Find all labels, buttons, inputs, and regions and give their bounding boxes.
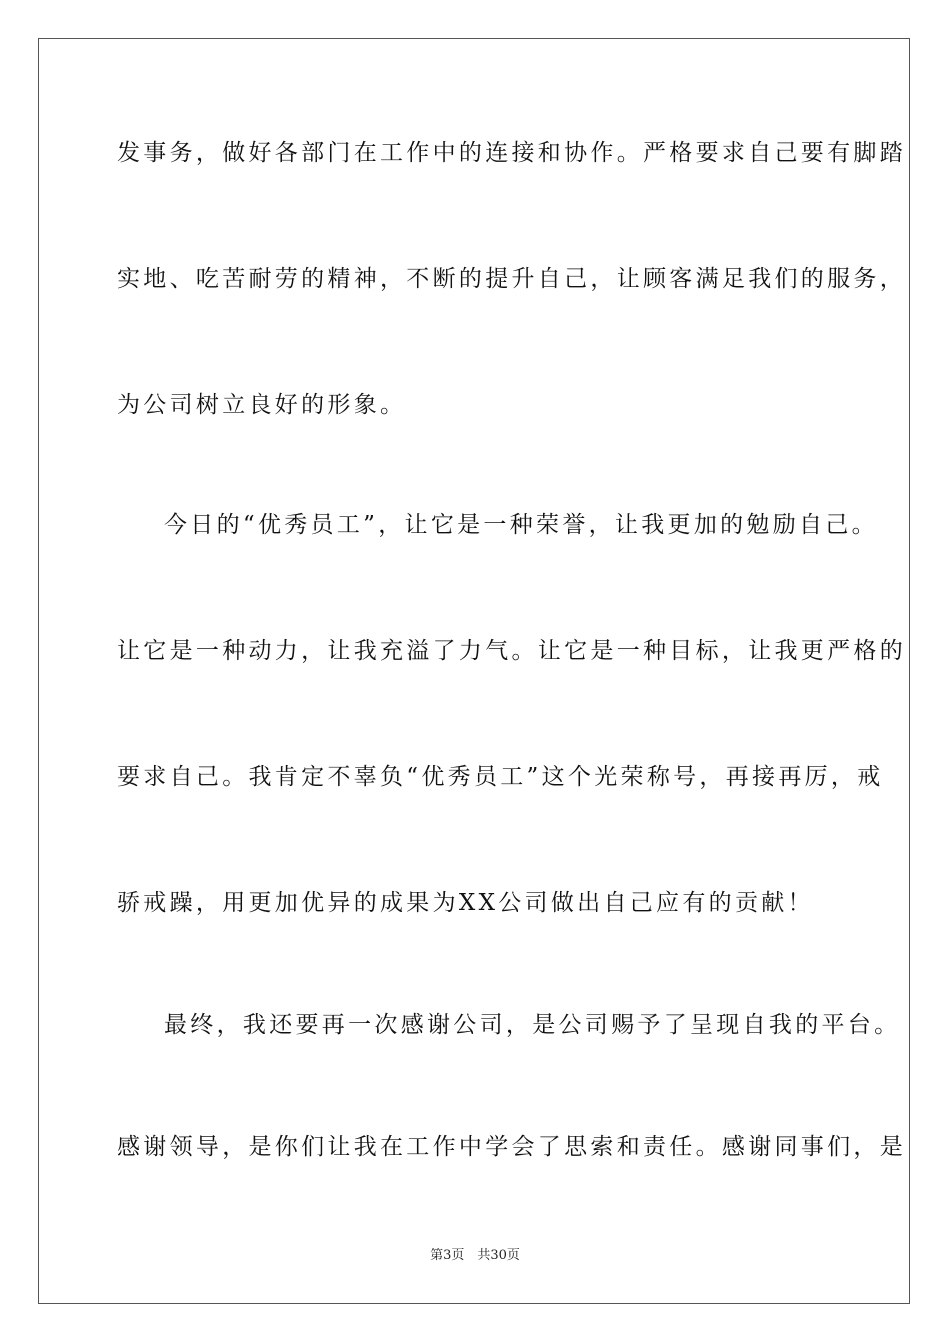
paragraph-line: 发事务，做好各部门在工作中的连接和协作。严格要求自己要有脚踏: [117, 140, 906, 166]
paragraph-line: 要求自己。我肯定不辜负“优秀员工”这个光荣称号，再接再厉，戒: [117, 764, 884, 790]
paragraph-line: 感谢领导，是你们让我在工作中学会了思索和责任。感谢同事们，是: [117, 1134, 906, 1160]
paragraph-first-line: 最终，我还要再一次感谢公司，是公司赐予了呈现自我的平台。: [164, 1012, 901, 1038]
paragraph-line: 为公司树立良好的形象。: [117, 392, 407, 418]
paragraph-line: 骄戒躁，用更加优异的成果为XX公司做出自己应有的贡献！: [117, 890, 814, 916]
page-number: 第3页 共30页: [430, 1248, 520, 1263]
paragraph-line: 让它是一种动力，让我充溢了力气。让它是一种目标，让我更严格的: [117, 638, 906, 664]
paragraph-first-line: 今日的“优秀员工”，让它是一种荣誉，让我更加的勉励自己。: [164, 512, 878, 538]
page-border: [38, 38, 910, 1304]
paragraph-line: 实地、吃苦耐劳的精神，不断的提升自己，让顾客满足我们的服务，: [117, 266, 906, 292]
